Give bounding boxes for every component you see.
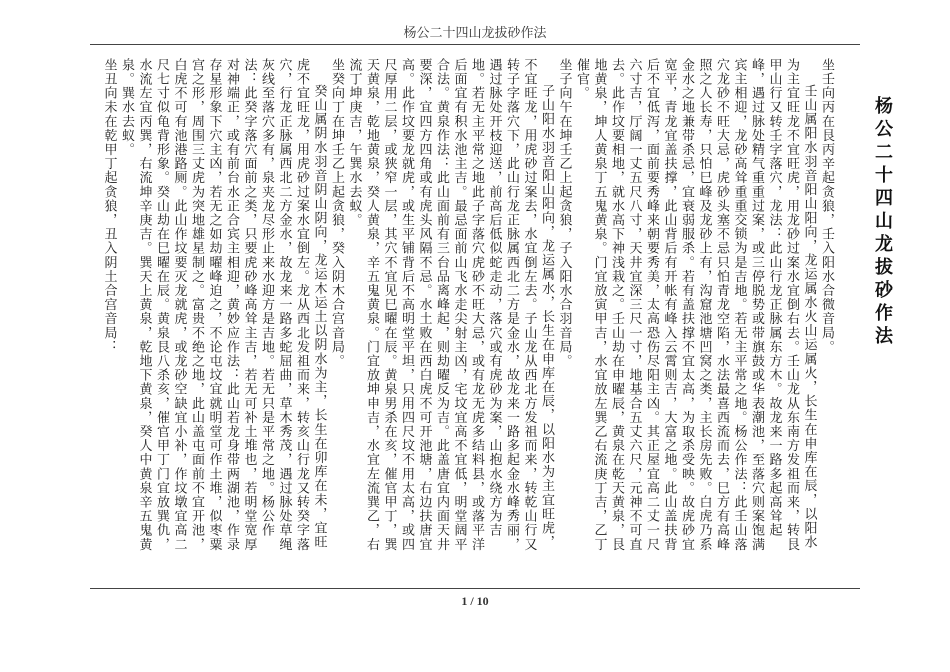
paragraph-chou-heading: 坐丑向未在乾甲丁起贪狼，丑入阴土合宫音局：: [101, 58, 117, 355]
page-title: 杨公二十四山龙拔砂作法: [872, 96, 893, 349]
paragraph-gui-body: 癸山属阴水羽音阴山阴向，龙运木运土以阴水为主，长生在卯库在未，宜旺虎不宜旺龙，用虎砂过案水宜倒左。龙从西北发祖而来，转亥山行龙又转癸字落穴，行龙正脉属西北二方金水，故龙来一路多蛇屈曲，草木秀茂，遇过脉处草绳灰线至落穴多有，泉夹龙尽形止来水迎方是吉地。若无只是平常之地。杨公作法：此癸字落穴面前之类，只要虎砂峰高耸主吉，若无可补土堆也，若明堂宽厚对神端正，或有前台水正合宾主相迎，黄妙应作法：此山若龙身带两湖池，作录存星形象下穴主凶，若无之如劫曜峰迫之，不论屯坟宜就明堂可作土堆，似枣粟宫之形，周围三丈虎为突地雄星制之。富贵不绝之地，此山盖屯面前不宜开池，白虎不可有池港路厕。此山作坟要灭龙就虎，或龙砂空缺宜小补，作坟墩宜高二尺七寸似龟背形象。癸山劫在巳曜在辰。黄泉艮八杀亥，催官甲丁门宜放巽仇，水流左宜丙巽，右流坤辛庚吉。巽天上黄泉，乾地下黄泉，癸人中黄泉辛五鬼黄泉。巽水去蚁。: [119, 58, 327, 552]
page-indicator: 1 / 10: [461, 594, 489, 608]
document-header: 杨公二十四山龙拔砂作法: [403, 26, 547, 41]
paragraph-ren-heading: 坐壬向丙在艮丙辛起贪狼，壬入阳水合微音局。: [819, 58, 834, 355]
paragraph-zi-heading: 坐子向午在坤壬乙上起贪狼，子入阳水合羽音局。: [556, 58, 572, 369]
paragraph-zi-body: 子山阳水羽音阳山阳向，龙运属水，长生在申库在辰，以阳水为主宜旺虎，不宜旺龙，用虎砂过案去，水宜倒左去。子山龙从西北方发祖而来，转乾山行又转子字落穴下，此山行龙正脉属西北二方是金水，故龙来一路多起金水峰秀丽，遇过脉处开枝迎送，前高后低似蛇走动，落穴或有虎砂为案，山抱水绕方为吉地。若无主平常之地此子字落穴虎砂不旺大忌，或有龙无虎多结料县，或落平洋后面宜有积水池主吉。最忌面前山飞水走尖射主凶，宅坟宜高不宜低，明堂阔平合法。黄泉作法：此山面前有三台品离峰起，则劫曜反为吉。此盖唐宜内面天井要深，宜四方四角或有虎头风隔不忌。水土败在西白虎不可开池塘，右边扶唐宜高。此作坟要龙就虎，或生平铺背后不高明堂平坦，只用四尺坟不用太高，或四尺厚用二层，或狭窄一层，其穴不宜见巳曜在辰。黄泉男杀在亥，催官甲丁，巽天黄泉，乾地黄泉，癸人黄泉，辛五鬼黄泉。门宜放坤申吉，水宜左流巽乙，右流丁坤庚吉，午巽水去蚁。: [346, 58, 554, 552]
document-body: [101, 58, 835, 563]
footer-rule: [90, 588, 860, 589]
paragraph-ren-body: 壬山属阳水羽音阳山阳向，龙运属水火山运属火，长生在申库在辰，以阳水为主宜旺龙不宜旺虎，用龙砂过案水宜倒右去。壬山龙从东南方发祖而来，转艮甲山行又转壬字落穴，龙法：此山行龙正脉属东方木。故龙来一路多起高耸起峰，遇过脉处精气重重过案，或三停脱势或带旗鼓或华表潮池，至落穴则案饱满宾主相迎，龙砂高耸重重交锁为是吉地。若无主平常之地。杨公作法：此壬山落穴龙砂不旺大忌，虎砂头塞不忌只怕青龙空陷，水法最喜西流而去，巳方有高峰照之人长寿，只怕巳峰及龙砂上有，沟窟池塘凹窝之类，主长房先败。白虎乃系金水之地兼带杀忌，宜衰弱服杀。若有盖扶撑不宜太高，为取杀受映。故虎砂宜宽平，青龙宜盖扶撑，此山背后有开帐有峰入云霄则吉，大富之地。此山盖扶背后不宜低泻，面前要秀峰来朝要秀美，太高恐伤尽阳主凶。其正屋宜高二丈一尺六寸吉，厅阔一丈五尺八寸，天井宜深三尺一寸，地基合五丈六尺，元神不可直去。此作坟要相地，就水高下神浅栽之。壬山劫在申曜辰，黄泉在乾天黄泉，艮地黄泉，坤人黄泉丁五鬼黄泉。门宜放寅甲吉，水宜放左巽乙右流庚丁吉，乙丁催官。: [574, 58, 817, 552]
header-rule: [90, 44, 860, 45]
paragraph-gui-heading: 坐癸向丁在坤壬乙上起贪狼，癸入阴木合宫音局。: [329, 58, 344, 369]
